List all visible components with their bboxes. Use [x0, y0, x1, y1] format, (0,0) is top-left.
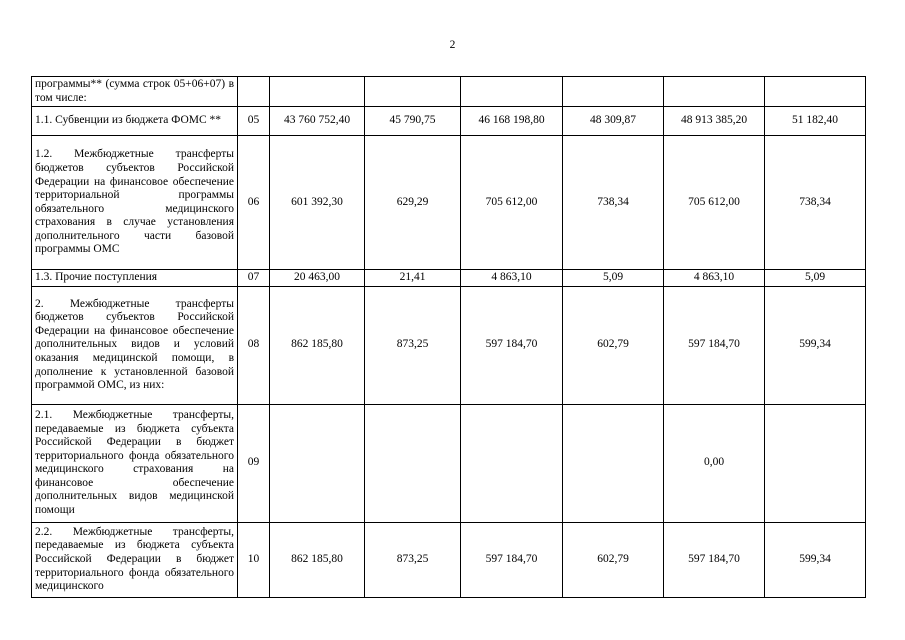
value-cell: 705 612,00: [461, 136, 563, 270]
page-number: 2: [449, 39, 456, 51]
table-row: [32, 270, 866, 287]
row-code: 05: [238, 107, 270, 136]
value-cell: [270, 404, 365, 522]
table-row: [32, 136, 866, 270]
financial-table: [31, 76, 866, 598]
value-cell: 599,34: [765, 522, 866, 597]
value-cell: 597 184,70: [461, 286, 563, 404]
value-cell: 21,41: [365, 270, 461, 287]
value-cell: [563, 77, 664, 107]
value-cell: 5,09: [563, 270, 664, 287]
value-cell: 0,00: [664, 404, 765, 522]
row-label: 2. Межбюджетные трансферты бюджетов субъектов Российской Федерации на финансовое обеспечение дополнительных видов и условий оказания медицинской помощи, в дополнение к установленной базовой программой ОМС, из них:: [32, 286, 238, 404]
value-cell: [563, 404, 664, 522]
row-code: 09: [238, 404, 270, 522]
value-cell: [765, 77, 866, 107]
value-cell: 597 184,70: [461, 522, 563, 597]
value-cell: 599,34: [765, 286, 866, 404]
value-cell: 862 185,80: [270, 522, 365, 597]
value-cell: [270, 77, 365, 107]
value-cell: 43 760 752,40: [270, 107, 365, 136]
value-cell: [365, 404, 461, 522]
value-cell: 48 913 385,20: [664, 107, 765, 136]
value-cell: 738,34: [765, 136, 866, 270]
row-label: программы** (сумма строк 05+06+07) в том числе:: [32, 77, 238, 107]
value-cell: 705 612,00: [664, 136, 765, 270]
row-code: 06: [238, 136, 270, 270]
value-cell: [461, 77, 563, 107]
value-cell: 873,25: [365, 522, 461, 597]
value-cell: 601 392,30: [270, 136, 365, 270]
value-cell: 51 182,40: [765, 107, 866, 136]
row-code: 10: [238, 522, 270, 597]
value-cell: 5,09: [765, 270, 866, 287]
value-cell: [664, 77, 765, 107]
value-cell: 4 863,10: [664, 270, 765, 287]
value-cell: 48 309,87: [563, 107, 664, 136]
table-row: [32, 286, 866, 404]
value-cell: 46 168 198,80: [461, 107, 563, 136]
value-cell: 873,25: [365, 286, 461, 404]
value-cell: 597 184,70: [664, 286, 765, 404]
row-label: 2.1. Межбюджетные трансферты, передаваемые из бюджета субъекта Российской Федерации в бюджет территориального фонда обязательного медицинского страхования на финансовое обеспечение дополнительных видов медицинской помощи: [32, 404, 238, 522]
table-row: [32, 107, 866, 136]
value-cell: [365, 77, 461, 107]
value-cell: 4 863,10: [461, 270, 563, 287]
table-row: [32, 77, 866, 107]
value-cell: 45 790,75: [365, 107, 461, 136]
row-label: 1.2. Межбюджетные трансферты бюджетов субъектов Российской Федерации на финансовое обеспечение территориальной программы обязательного медицинского страхования в случае установления дополнительного части базовой программы ОМС: [32, 136, 238, 270]
row-label: 1.1. Субвенции из бюджета ФОМС **: [32, 107, 238, 136]
table-row: [32, 522, 866, 597]
value-cell: 602,79: [563, 522, 664, 597]
value-cell: 597 184,70: [664, 522, 765, 597]
value-cell: 20 463,00: [270, 270, 365, 287]
value-cell: [765, 404, 866, 522]
row-code: 07: [238, 270, 270, 287]
value-cell: 738,34: [563, 136, 664, 270]
row-code: [238, 77, 270, 107]
value-cell: [461, 404, 563, 522]
row-code: 08: [238, 286, 270, 404]
value-cell: 629,29: [365, 136, 461, 270]
value-cell: 862 185,80: [270, 286, 365, 404]
table-row: [32, 404, 866, 522]
value-cell: 602,79: [563, 286, 664, 404]
row-label: 2.2. Межбюджетные трансферты, передаваемые из бюджета субъекта Российской Федерации в бюджет территориального фонда обязательного медицинского: [32, 522, 238, 597]
row-label: 1.3. Прочие поступления: [32, 270, 238, 287]
